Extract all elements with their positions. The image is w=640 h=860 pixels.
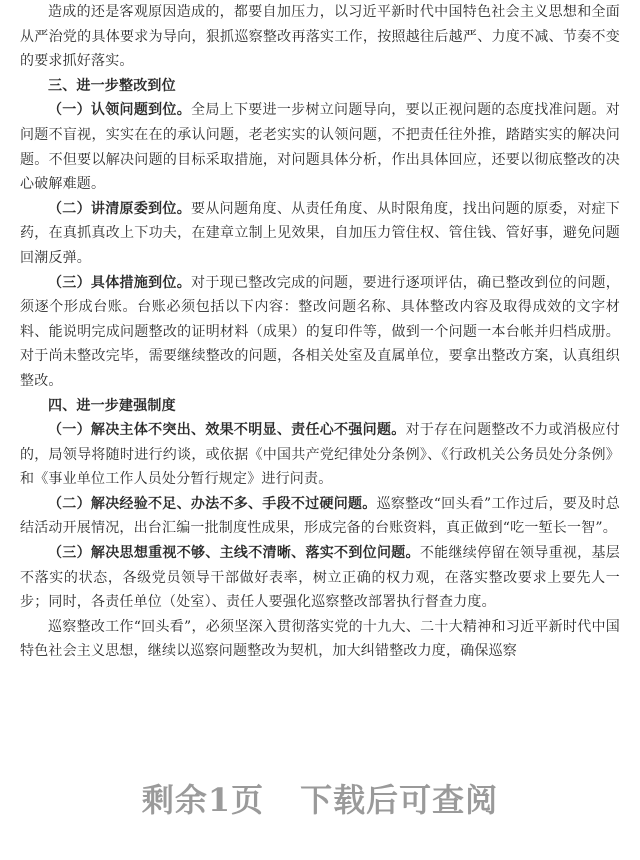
paragraph-lead: （一）解决主体不突出、效果不明显、责任心不强问题。 [48,422,406,439]
paragraph-4-2 [20,492,620,541]
paragraph-lead: （二）解决经验不足、办法不多、手段不过硬问题。 [48,495,377,512]
paragraph-text: 巡察整改“回头看”工作过后，要及时总结活动开展情况，出台汇编一批制度性成果，形成完备的台账资料，真正做到“吃一堑长一智”。 [20,495,620,537]
paragraph-3-1 [20,98,620,196]
remaining-pages-text: 剩余1页 [141,781,265,819]
paragraph-3-3 [20,271,620,394]
opening-paragraph: 造成的还是客观原因造成的，都要自加压力，以习近平新时代中国特色社会主义思想和全面从严治党的具体要求为导向，狠抓巡察整改再落实工作，按照越往后越严、力度不减、节奏不变的要求抓好落实。 [20,4,620,70]
section-heading-3: 三、进一步整改到位 [48,77,176,94]
paragraph-lead: （三）解决思想重视不够、主线不清晰、落实不到位问题。 [48,545,420,562]
paragraph-text: 不能继续停留在领导重视，基层不落实的状态，各级党员领导干部做好表率，树立正确的权力观，在落实整改要求上要先人一步；同时，各责任单位（处室）、责任人要强化巡察整改部署执行督查力度。 [20,545,620,611]
document-body [20,0,620,664]
paragraph-text: 要从问题角度、从责任角度、从时限角度，找出问题的原委，对症下药，在真抓真改上下功夫，在建章立制上见效果，自加压力管住权、管住钱、管好事，避免问题回潮反弹。 [20,200,621,266]
paragraph-text: 对于现已整改完成的问题，要进行逐项评估，确已整改到位的问题，须逐个形成台账。台账必须包括以下内容：整改问题名称、具体整改内容及取得成效的文字材料、能说明完成问题整改的证明材料（成果）的复印件等，做到一个问题一本台帐并归档成册。对于尚未整改完毕，需要继续整改的问题，各相关处室及直属单位，要拿出整改方案，认真组织整改。 [20,274,621,389]
section-heading-4: 四、进一步建强制度 [48,397,176,414]
paragraph-3-2 [20,197,620,271]
paragraph-text: 全局上下要进一步树立问题导向，要以正视问题的态度找准问题。对问题不盲视，实实在在的承认问题，老老实实的认领问题，不把责任往外推，踏踏实实的解决问题。不但要以解决问题的目标采取措施，对问题具体分析，作出具体回应，还要以彻底整改的决心破解难题。 [20,102,621,193]
closing-paragraph: 巡察整改工作“回头看”，必须坚深入贯彻落实党的十九大、二十大精神和习近平新时代中国特色社会主义思想，继续以巡察问题整改为契机，加大纠错整改力度，确保巡察 [20,618,620,660]
paragraph-lead: （二）讲清原委到位。 [48,200,192,217]
paragraph-4-1 [20,418,620,492]
paragraph-lead: （一）认领问题到位。 [48,102,192,119]
download-prompt-banner[interactable] [0,775,640,821]
paragraph-4-3 [20,541,620,615]
download-to-view-text: 下载后可查阅 [300,781,499,819]
paragraph-lead: （三）具体措施到位。 [48,274,192,291]
paragraph-text: 对于存在问题整改不力或消极应付的，局领导将随时进行约谈，或依据《中国共产党纪律处分条例》、《行政机关公务员处分条例》和《事业单位工作人员处分暂行规定》进行问责。 [20,422,620,488]
